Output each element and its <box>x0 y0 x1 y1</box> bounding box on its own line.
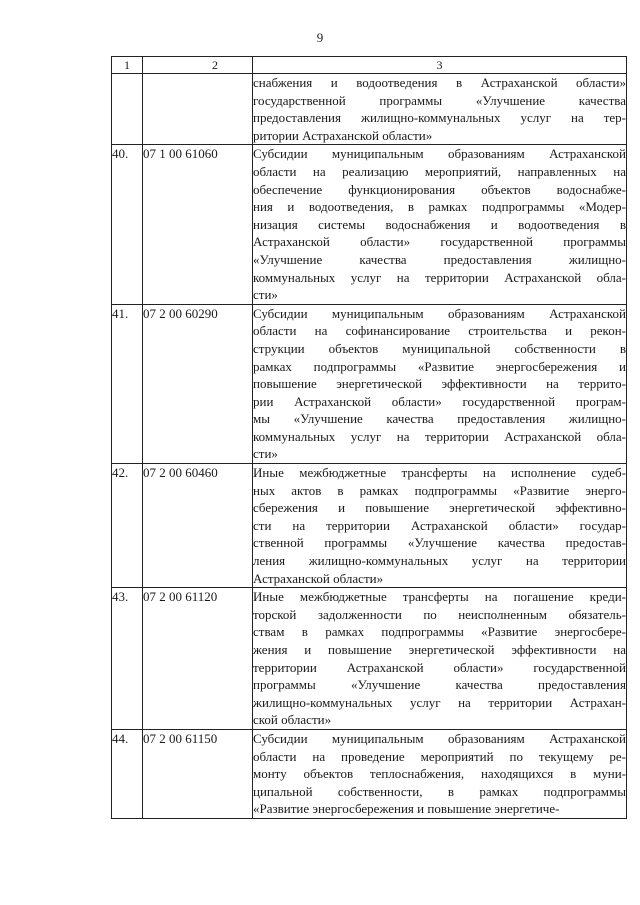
description-line: Субсидии муниципальным образованиям Астраханской <box>253 146 626 162</box>
description-line: области на проведение мероприятий по текущему ре- <box>253 748 626 764</box>
description-line: Иные межбюджетные трансферты на исполнение судеб- <box>253 465 626 481</box>
row-number: 44. <box>112 729 143 818</box>
description-line: сти» <box>253 287 278 303</box>
budget-code: 07 1 00 61060 <box>143 145 253 304</box>
description-line: жения и повышение энергетической эффективности на <box>253 642 626 657</box>
description-line: монту объектов теплоснабжения, находящихся в муни- <box>253 766 626 782</box>
description-line: ствам в рамках подпрограммы «Развитие энергосбере- <box>253 624 626 640</box>
description-line: Иные межбюджетные трансферты на погашение креди- <box>253 589 626 605</box>
row-number: 41. <box>112 304 143 463</box>
budget-code <box>143 74 253 145</box>
description-line: ритории Астраханской области» <box>253 127 433 143</box>
description-line: сти на территории Астраханской области» государ- <box>253 517 626 533</box>
description-line: «Улучшение качества предоставления жилищно- <box>253 251 626 267</box>
budget-code: 07 2 00 60460 <box>143 464 253 588</box>
description-line: программы «Улучшение качества предоставления <box>253 677 626 693</box>
description-line: территории Астраханской области» государственной <box>253 659 626 675</box>
budget-classification-table <box>111 56 627 819</box>
description-line: повышение энергетической эффективности на террито- <box>253 376 626 392</box>
description-line: Субсидии муниципальным образованиям Астраханской <box>253 730 626 746</box>
budget-code: 07 2 00 61120 <box>143 588 253 730</box>
description-line: рии Астраханской области» государственной програм- <box>253 393 626 409</box>
row-number: 40. <box>112 145 143 304</box>
table-header-row <box>112 57 627 74</box>
description-line: снабжения и водоотведения в Астраханской области» <box>253 75 626 90</box>
row-number: 43. <box>112 588 143 730</box>
budget-code: 07 2 00 60290 <box>143 304 253 463</box>
description-line: коммунальных услуг на территории Астраханской обла- <box>253 428 626 444</box>
description-line: мы «Улучшение качества предоставления жилищно- <box>253 411 626 427</box>
expense-description <box>253 464 627 588</box>
description-line: струкции объектов муниципальной собственности в <box>253 340 626 356</box>
description-line: обеспечение функционирования объектов водоснабже- <box>253 181 626 197</box>
description-line: сти» <box>253 446 278 462</box>
description-line: ния и водоотведения, в рамках подпрограммы «Модер- <box>253 199 626 215</box>
description-line: ципальной собственности, в рамках подпрограммы <box>253 783 626 799</box>
description-line: «Развитие энергосбережения и повышение энергетиче- <box>253 801 560 817</box>
header-col-2: 2 <box>143 57 253 74</box>
row-number: 42. <box>112 464 143 588</box>
description-line: ской области» <box>253 712 332 728</box>
description-line: области на реализацию мероприятий, направленных на <box>253 163 626 179</box>
description-line: коммунальных услуг на территории Астраханской обла- <box>253 269 626 285</box>
description-line: рамках подпрограммы «Развитие энергосбережения и <box>253 358 626 374</box>
header-col-1: 1 <box>112 57 143 74</box>
description-line: жилищно-коммунальных услуг на территории Астрахан- <box>253 694 626 710</box>
row-number <box>112 74 143 145</box>
table-row <box>112 145 627 304</box>
table-row <box>112 588 627 730</box>
description-line: низация системы водоснабжения и водоотведения в <box>253 216 626 232</box>
expense-description <box>253 729 627 818</box>
expense-description <box>253 588 627 730</box>
description-line: предоставления жилищно-коммунальных услуг на тер- <box>253 110 626 126</box>
description-line: ления жилищно-коммунальных услуг на территории <box>253 553 626 569</box>
page-number: 9 <box>316 30 324 45</box>
description-line: торской задолженности по неисполненным обязатель- <box>253 606 626 622</box>
table-row <box>112 74 627 145</box>
description-line: государственной программы «Улучшение качества <box>253 92 626 108</box>
header-col-3: 3 <box>253 57 627 74</box>
description-line: Субсидии муниципальным образованиям Астраханской <box>253 305 626 321</box>
expense-description <box>253 304 627 463</box>
table-row <box>112 304 627 463</box>
description-line: Астраханской области» <box>253 570 384 586</box>
expense-description <box>253 74 627 145</box>
expense-description <box>253 145 627 304</box>
budget-code: 07 2 00 61150 <box>143 729 253 818</box>
description-line: Астраханской области» государственной программы <box>253 234 626 250</box>
description-line: ственной программы «Улучшение качества предостав- <box>253 535 626 551</box>
description-line: области на софинансирование строительства и рекон- <box>253 323 626 339</box>
description-line: сбережения и повышение энергетической эффективно- <box>253 500 626 516</box>
description-line: ных актов в рамках подпрограммы «Развитие энерго- <box>253 482 626 498</box>
table-row <box>112 464 627 588</box>
table-row <box>112 729 627 818</box>
